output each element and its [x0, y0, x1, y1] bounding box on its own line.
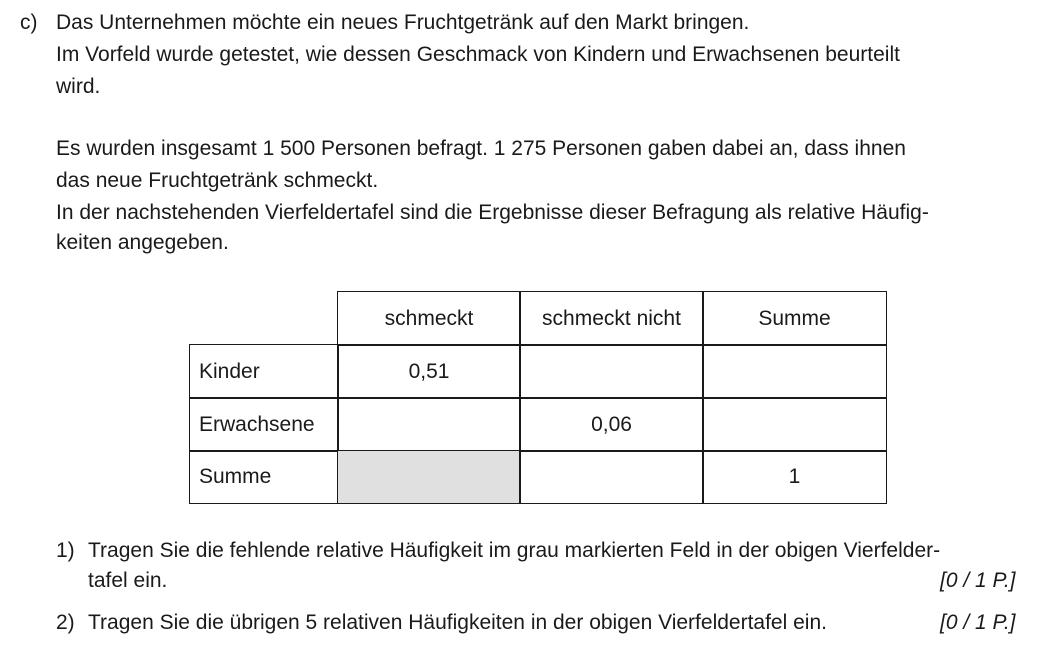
task-1-line-1: Tragen Sie die fehlende relative Häufigkeit im grau markierten Feld in der obigen Vierfelder- [88, 539, 941, 562]
paragraph-line-2: das neue Fruchtgetränk schmeckt. [56, 169, 379, 192]
row-label-erwachsene: Erwachsene [189, 397, 339, 452]
cell-erwachsene-schmeckt-nicht[interactable]: 0,06 [519, 397, 704, 452]
task-2-line-1: Tragen Sie die übrigen 5 relativen Häufigkeiten in der obigen Vierfeldertafel ein. [88, 611, 827, 634]
task-label: c) [20, 11, 38, 34]
vierfeldertafel [189, 291, 887, 504]
task-1-line-2: tafel ein. [88, 569, 168, 592]
intro-line-1: Das Unternehmen möchte ein neues Fruchtgetränk auf den Markt bringen. [56, 11, 750, 34]
paragraph-line-4: keiten angegeben. [56, 231, 229, 254]
task-1-points: [0 / 1 P.] [940, 569, 1016, 592]
task-1-number: 1) [56, 539, 75, 562]
cell-summe-schmeckt-gray[interactable] [337, 450, 521, 504]
cell-kinder-schmeckt[interactable]: 0,51 [337, 344, 521, 399]
cell-summe-schmeckt-nicht[interactable] [519, 450, 704, 504]
intro-line-2: Im Vorfeld wurde getestet, wie dessen Geschmack von Kindern und Erwachsenen beurteilt [56, 43, 900, 66]
row-label-kinder: Kinder [189, 344, 339, 399]
paragraph-line-3: In der nachstehenden Vierfeldertafel sind die Ergebnisse dieser Befragung als relative Häufig- [56, 201, 929, 224]
paragraph-line-1: Es wurden insgesamt 1 500 Personen befragt. 1 275 Personen gaben dabei an, dass ihnen [56, 137, 906, 160]
intro-line-3: wird. [56, 75, 101, 98]
task-2-points: [0 / 1 P.] [940, 611, 1016, 634]
cell-erwachsene-summe[interactable] [702, 397, 887, 452]
header-schmeckt: schmeckt [337, 291, 521, 346]
task-2-number: 2) [56, 611, 75, 634]
cell-kinder-summe[interactable] [702, 344, 887, 399]
cell-summe-summe[interactable]: 1 [702, 450, 887, 504]
cell-kinder-schmeckt-nicht[interactable] [519, 344, 704, 399]
cell-erwachsene-schmeckt[interactable] [337, 397, 521, 452]
header-schmeckt-nicht: schmeckt nicht [519, 291, 704, 346]
header-summe: Summe [702, 291, 887, 346]
row-label-summe: Summe [189, 450, 339, 504]
